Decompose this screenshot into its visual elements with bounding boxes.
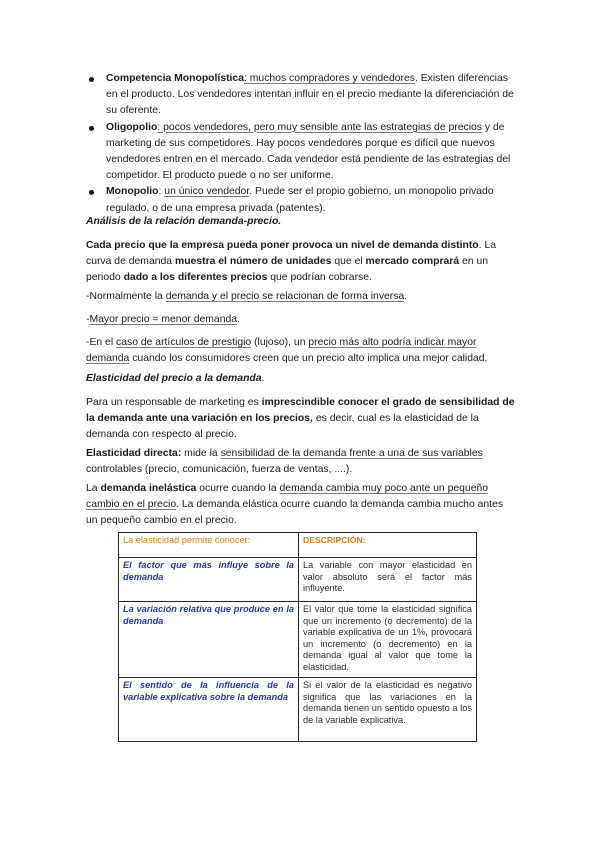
paragraph-prestige-goods <box>86 335 516 367</box>
underlined-text: precio más alto podría indicar mayor demanda <box>86 337 477 365</box>
paragraph-elasticity-importance <box>86 395 516 444</box>
underlined-text: : pocos vendedores, pero muy sensible ante las estrategias de precios <box>157 121 482 133</box>
text: . <box>237 314 240 325</box>
table-header-cell: DESCRIPCIÓN: <box>299 533 477 558</box>
heading-text: Elasticidad del precio a la demanda <box>86 373 262 384</box>
underlined-text: un único vendedor <box>164 186 250 198</box>
table-cell: El sentido de la influencia de la variable explicativa sobre la demanda <box>119 678 299 742</box>
bold-text: Cada precio que la empresa pueda poner provoca un nivel de demanda distinto <box>86 240 479 251</box>
bold-text: imprescindible conocer el grado de sensibilidad de la demanda ante una variación en los precios, <box>86 397 515 425</box>
list-item <box>106 71 516 120</box>
text: . <box>404 291 408 302</box>
underlined-text: caso de artículos de prestigio <box>116 337 252 348</box>
list-item <box>106 184 516 216</box>
table-row <box>119 602 477 678</box>
table-cell: El factor que más influye sobre la demanda <box>119 558 299 602</box>
elasticity-table <box>118 532 477 742</box>
term: Monopolio <box>106 186 159 198</box>
text: . <box>261 373 265 384</box>
table-row <box>119 558 477 602</box>
table-header-row <box>119 533 477 558</box>
list-item <box>106 120 516 185</box>
text: -Normalmente la <box>86 291 166 302</box>
paragraph-direct-elasticity <box>86 446 516 478</box>
text: - <box>86 314 90 325</box>
underlined-text: demanda cambia muy poco ante un pequeño cambio en el precio <box>86 483 489 511</box>
term: Oligopolio <box>106 121 158 133</box>
text: que el <box>331 256 366 268</box>
text: controlables (precio, comunicación, fuerza de ventas, ....). <box>86 464 353 476</box>
paragraph-higher-price <box>86 312 516 328</box>
paragraph-demand-curve <box>86 238 516 287</box>
bold-text: mercado comprará <box>365 256 460 268</box>
underlined-text: Mayor precio = menor demanda <box>89 314 238 325</box>
text: en un periodo <box>86 256 488 284</box>
section-title-elasticity <box>86 371 516 387</box>
text: mide la <box>181 448 221 459</box>
bold-text: Elasticidad directa: <box>86 448 182 459</box>
text: Para un responsable de marketing es <box>86 397 262 408</box>
text: La <box>86 483 101 494</box>
table-header-cell: La elasticidad permite conocer: <box>119 533 299 558</box>
table-cell: Si el valor de la elasticidad es negativo significa que las variaciones en la demanda tienen un sentido opuesto a los de la variable explicativa. <box>299 678 477 742</box>
text: y de marketing de sus competidores. Hay pocos vendedores porque es difícil que nuevos vendedores entren en el mercado. Cada vendedor está pendiente de las estrategias del competidor. El producto puede o no ser uniforme. <box>106 121 511 182</box>
text: -En el <box>86 337 117 348</box>
term: Competencia Monopolística <box>106 73 244 84</box>
table-cell: La variable con mayor elasticidad en valor absoluto será el factor más influyente. <box>299 558 477 602</box>
text: ocurre cuando la <box>196 483 280 494</box>
text: es decir, cual es la elasticidad de la demanda con respecto al precio. <box>86 413 479 441</box>
underlined-text: : muchos compradores y vendedores <box>243 73 415 84</box>
section-title-demand-price: Análisis de la relación demanda-precio. <box>86 216 282 227</box>
paragraph-inelastic-demand <box>86 481 516 530</box>
bold-text: muestra el número de unidades <box>174 256 332 268</box>
text: : <box>158 186 165 198</box>
table-cell: El valor que tome la elasticidad significa que un incremento (o decremento) de la variable explicativa de un 1%, provocará un incremento (o decremento) en la demanda igual al valor que tome la elasticidad. <box>299 602 477 678</box>
table-row <box>119 678 477 742</box>
text: . Existen diferencias en el producto. Los vendedores intentan influir en el precio mediante la diferenciación de su oferente. <box>106 73 514 117</box>
text: . La curva de demanda <box>86 240 496 268</box>
text: (lujoso), un <box>251 337 309 348</box>
market-types-list <box>106 71 516 217</box>
underlined-text: sensibilidad de la demanda frente a una de sus variables <box>220 448 483 459</box>
text: cuando los consumidores creen que un precio alto implica una mejor calidad. <box>129 353 488 365</box>
text: . La demanda elástica ocurre cuando la demanda cambia mucho antes un pequeño cambio en el precio. <box>86 499 504 527</box>
text: que podrían cobrarse. <box>267 272 372 284</box>
text: . Puede ser el propio gobierno, un monopolio privado regulado, o de una empresa privada (patentes). <box>106 186 494 214</box>
paragraph-inverse-relation <box>86 289 516 305</box>
underlined-text: demanda y el precio se relacionan de forma inversa <box>165 291 405 302</box>
bold-text: dado a los diferentes precios <box>123 272 268 284</box>
table-cell: La variación relativa que produce en la demanda <box>119 602 299 678</box>
bold-text: demanda inelástica <box>100 483 197 494</box>
